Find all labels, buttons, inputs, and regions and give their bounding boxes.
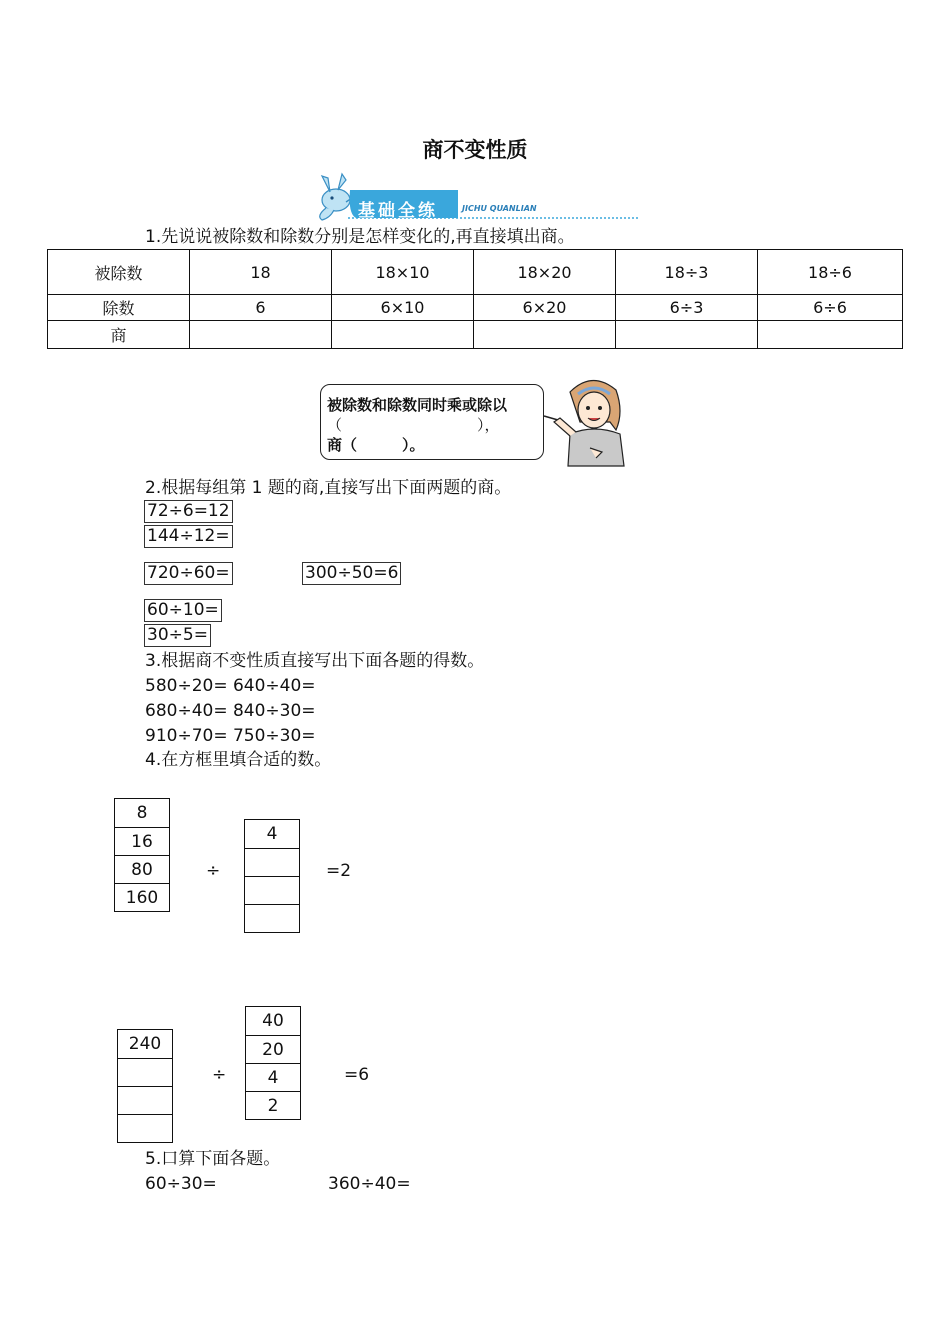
section-banner: [308, 172, 642, 224]
speech-bubble: [320, 384, 544, 460]
stack-cell: 4: [246, 1063, 300, 1091]
table-row: [48, 295, 903, 321]
stack-cell: 16: [115, 827, 169, 855]
banner-label: 基础全练: [358, 201, 438, 221]
answer-box[interactable]: [118, 1058, 172, 1086]
q4-prompt: 4.在方框里填合适的数。: [145, 750, 332, 770]
table-row: [48, 250, 903, 295]
answer-box[interactable]: [245, 876, 299, 904]
q5-prompt: 5.口算下面各题。: [145, 1149, 281, 1169]
q1-table: [47, 249, 903, 349]
page-title: 商不变性质: [422, 138, 528, 162]
divide-sign: ÷: [212, 1065, 227, 1085]
answer-cell[interactable]: [616, 321, 758, 349]
table-cell: 6÷6: [758, 295, 903, 321]
banner-sub: JICHU QUANLIAN: [462, 204, 537, 213]
equation-box: 300÷50=6: [302, 562, 401, 585]
stack-cell: 240: [128, 1034, 162, 1054]
table-cell: 6×20: [474, 295, 616, 321]
result-label: =2: [326, 861, 352, 881]
answer-box[interactable]: [245, 848, 299, 876]
table-cell: 6÷3: [616, 295, 758, 321]
stack-cell: 20: [246, 1035, 300, 1063]
q2-prompt: 2.根据每组第 1 题的商,直接写出下面两题的商。: [145, 478, 512, 498]
q1-prompt: 1.先说说被除数和除数分别是怎样变化的,再直接填出商。: [145, 227, 575, 247]
answer-box[interactable]: [118, 1086, 172, 1114]
answer-cell[interactable]: [758, 321, 903, 349]
q3-line: 910÷70= 750÷30=: [145, 726, 316, 746]
girl-illustration-icon: [540, 372, 632, 468]
answer-box[interactable]: [245, 904, 299, 932]
stack-cell: 8: [136, 803, 148, 823]
answer-cell[interactable]: [474, 321, 616, 349]
table-cell: 18÷3: [616, 250, 758, 295]
table-cell: 18÷6: [758, 250, 903, 295]
q3-line: 580÷20= 640÷40=: [145, 676, 316, 696]
equation-box: 720÷60=: [144, 562, 233, 585]
result-label: =6: [344, 1065, 370, 1085]
divide-sign: ÷: [206, 861, 221, 881]
table-row: [48, 321, 903, 349]
row-header: 商: [48, 321, 190, 349]
bubble-line3: 商（ ）。: [327, 436, 425, 454]
puzzle1-right-stack: [244, 819, 300, 933]
puzzle2-right-stack: [245, 1006, 301, 1120]
stack-cell: 2: [246, 1091, 300, 1119]
answer-cell[interactable]: [190, 321, 332, 349]
table-cell: 6×10: [332, 295, 474, 321]
equation-box: 72÷6=12: [144, 500, 233, 523]
q3-prompt: 3.根据商不变性质直接写出下面各题的得数。: [145, 651, 485, 671]
q5-item: 60÷30=: [145, 1174, 217, 1194]
puzzle2-left-stack: [117, 1029, 173, 1143]
bubble-line1: 被除数和除数同时乘或除以: [327, 396, 508, 414]
row-header: 除数: [48, 295, 190, 321]
stack-cell: 4: [266, 824, 278, 844]
puzzle1-left-stack: [114, 798, 170, 912]
equation-box: 60÷10=: [144, 599, 222, 622]
stack-cell: 160: [115, 883, 169, 911]
table-cell: 18×20: [474, 250, 616, 295]
q3-line: 680÷40= 840÷30=: [145, 701, 316, 721]
q5-item: 360÷40=: [328, 1174, 411, 1194]
bubble-line2: （ ），: [327, 416, 500, 434]
equation-box: 30÷5=: [144, 624, 211, 647]
stack-cell: 80: [115, 855, 169, 883]
table-cell: 6: [190, 295, 332, 321]
equation-box: 144÷12=: [144, 525, 233, 548]
answer-cell[interactable]: [332, 321, 474, 349]
stack-cell: 40: [262, 1011, 284, 1031]
answer-box[interactable]: [118, 1114, 172, 1142]
table-cell: 18×10: [332, 250, 474, 295]
row-header: 被除数: [48, 250, 190, 295]
table-cell: 18: [190, 250, 332, 295]
